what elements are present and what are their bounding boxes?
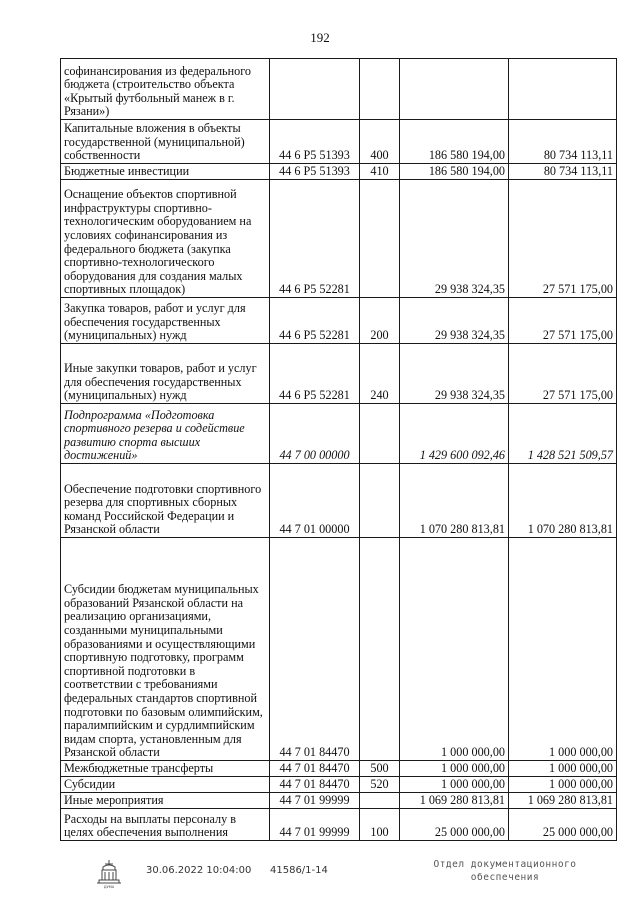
- row-amount-1: 29 938 324,35: [400, 344, 509, 404]
- row-amount-1: [400, 59, 509, 120]
- row-name: софинансирования из федерального бюджета (строительство объекта «Крытый футбольный манеж в г. Рязани»): [61, 59, 270, 120]
- table-row: [61, 538, 617, 761]
- table-row: [61, 464, 617, 538]
- row-code: 44 7 01 84470: [270, 761, 360, 777]
- row-amount-1: 29 938 324,35: [400, 180, 509, 298]
- row-amount-1: 1 070 280 813,81: [400, 464, 509, 538]
- row-code: 44 7 01 00000: [270, 464, 360, 538]
- row-code: 44 7 01 84470: [270, 538, 360, 761]
- row-type: [360, 464, 400, 538]
- department-stamp: [430, 858, 580, 884]
- row-code: 44 7 00 00000: [270, 404, 360, 464]
- row-amount-2: 27 571 175,00: [509, 298, 617, 344]
- row-type: [360, 404, 400, 464]
- row-code: 44 6 Р5 52281: [270, 344, 360, 404]
- table-row: [61, 120, 617, 164]
- row-code: [270, 59, 360, 120]
- row-amount-2: 1 000 000,00: [509, 777, 617, 793]
- row-amount-2: 27 571 175,00: [509, 180, 617, 298]
- row-amount-1: 1 429 600 092,46: [400, 404, 509, 464]
- row-type: [360, 180, 400, 298]
- row-name: Капитальные вложения в объекты государственной (муниципальной) собственности: [61, 120, 270, 164]
- row-amount-1: 1 069 280 813,81: [400, 793, 509, 809]
- row-amount-1: 1 000 000,00: [400, 538, 509, 761]
- row-amount-1: 1 000 000,00: [400, 761, 509, 777]
- row-name: Иные мероприятия: [61, 793, 270, 809]
- table-row: [61, 164, 617, 180]
- row-type: 200: [360, 298, 400, 344]
- registration-number: 41586/1-14: [270, 865, 328, 876]
- table-row: [61, 761, 617, 777]
- row-type: [360, 59, 400, 120]
- row-code: 44 7 01 99999: [270, 809, 360, 841]
- row-code: 44 6 Р5 52281: [270, 180, 360, 298]
- stamp-line-1: Отдел документационного: [433, 859, 577, 870]
- table-row: [61, 59, 617, 120]
- stamp-line-2: обеспечения: [470, 872, 540, 883]
- ryazan-duma-emblem-icon: [94, 858, 124, 890]
- row-code: 44 7 01 99999: [270, 793, 360, 809]
- row-name: Обеспечение подготовки спортивного резерва для спортивных сборных команд Российской Федерации и Рязанской области: [61, 464, 270, 538]
- document-datetime: 30.06.2022 10:04:00: [146, 865, 252, 876]
- row-type: 500: [360, 761, 400, 777]
- row-type: 400: [360, 120, 400, 164]
- row-type: 100: [360, 809, 400, 841]
- row-amount-2: [509, 59, 617, 120]
- row-name: Подпрограмма «Подготовка спортивного резерва и содействие развитию спорта высших достижений»: [61, 404, 270, 464]
- budget-table-body: [61, 59, 617, 841]
- row-name: Закупка товаров, работ и услуг для обеспечения государственных (муниципальных) нужд: [61, 298, 270, 344]
- row-name: Расходы на выплаты персоналу в целях обеспечения выполнения: [61, 809, 270, 841]
- table-row: [61, 809, 617, 841]
- table-row: [61, 793, 617, 809]
- row-amount-2: 1 000 000,00: [509, 538, 617, 761]
- row-amount-2: 1 428 521 509,57: [509, 404, 617, 464]
- row-amount-2: 1 069 280 813,81: [509, 793, 617, 809]
- row-name: Оснащение объектов спортивной инфраструктуры спортивно-технологическим оборудованием на условиях софинансирования из федерального бюджета (закупка спортивно-технологического оборудования для создания малых спортивных площадок): [61, 180, 270, 298]
- table-row-subprogram: [61, 404, 617, 464]
- row-code: 44 6 Р5 51393: [270, 120, 360, 164]
- row-name: Субсидии: [61, 777, 270, 793]
- row-name: Бюджетные инвестиции: [61, 164, 270, 180]
- row-name: Субсидии бюджетам муниципальных образований Рязанской области на реализацию организациями, созданными муниципальными образованиями и осуществляющими спортивную подготовку, программ спортивной подготовки в соответствии с требованиями федеральных стандартов спортивной подготовки по базовым олимпийским, паралимпийским и сурдлимпийским видам спорта, установленным для Рязанской области: [61, 538, 270, 761]
- table-row: [61, 344, 617, 404]
- row-amount-2: 80 734 113,11: [509, 120, 617, 164]
- row-code: 44 7 01 84470: [270, 777, 360, 793]
- page-number: 192: [310, 30, 330, 45]
- row-amount-1: 25 000 000,00: [400, 809, 509, 841]
- row-amount-1: 186 580 194,00: [400, 164, 509, 180]
- row-amount-2: 1 070 280 813,81: [509, 464, 617, 538]
- row-code: 44 6 Р5 51393: [270, 164, 360, 180]
- row-type: 520: [360, 777, 400, 793]
- row-name: Иные закупки товаров, работ и услуг для обеспечения государственных (муниципальных) нужд: [61, 344, 270, 404]
- svg-text:ДУМА: ДУМА: [103, 885, 115, 889]
- row-amount-2: 80 734 113,11: [509, 164, 617, 180]
- row-name: Межбюджетные трансферты: [61, 761, 270, 777]
- row-amount-1: 29 938 324,35: [400, 298, 509, 344]
- row-amount-1: 186 580 194,00: [400, 120, 509, 164]
- table-row: [61, 298, 617, 344]
- row-type: 240: [360, 344, 400, 404]
- table-row: [61, 777, 617, 793]
- row-amount-1: 1 000 000,00: [400, 777, 509, 793]
- row-type: [360, 538, 400, 761]
- row-amount-2: 27 571 175,00: [509, 344, 617, 404]
- row-amount-2: 25 000 000,00: [509, 809, 617, 841]
- table-row: [61, 180, 617, 298]
- row-type: 410: [360, 164, 400, 180]
- row-type: [360, 793, 400, 809]
- budget-table: [60, 58, 617, 841]
- row-code: 44 6 Р5 52281: [270, 298, 360, 344]
- page-footer: [0, 852, 640, 892]
- row-amount-2: 1 000 000,00: [509, 761, 617, 777]
